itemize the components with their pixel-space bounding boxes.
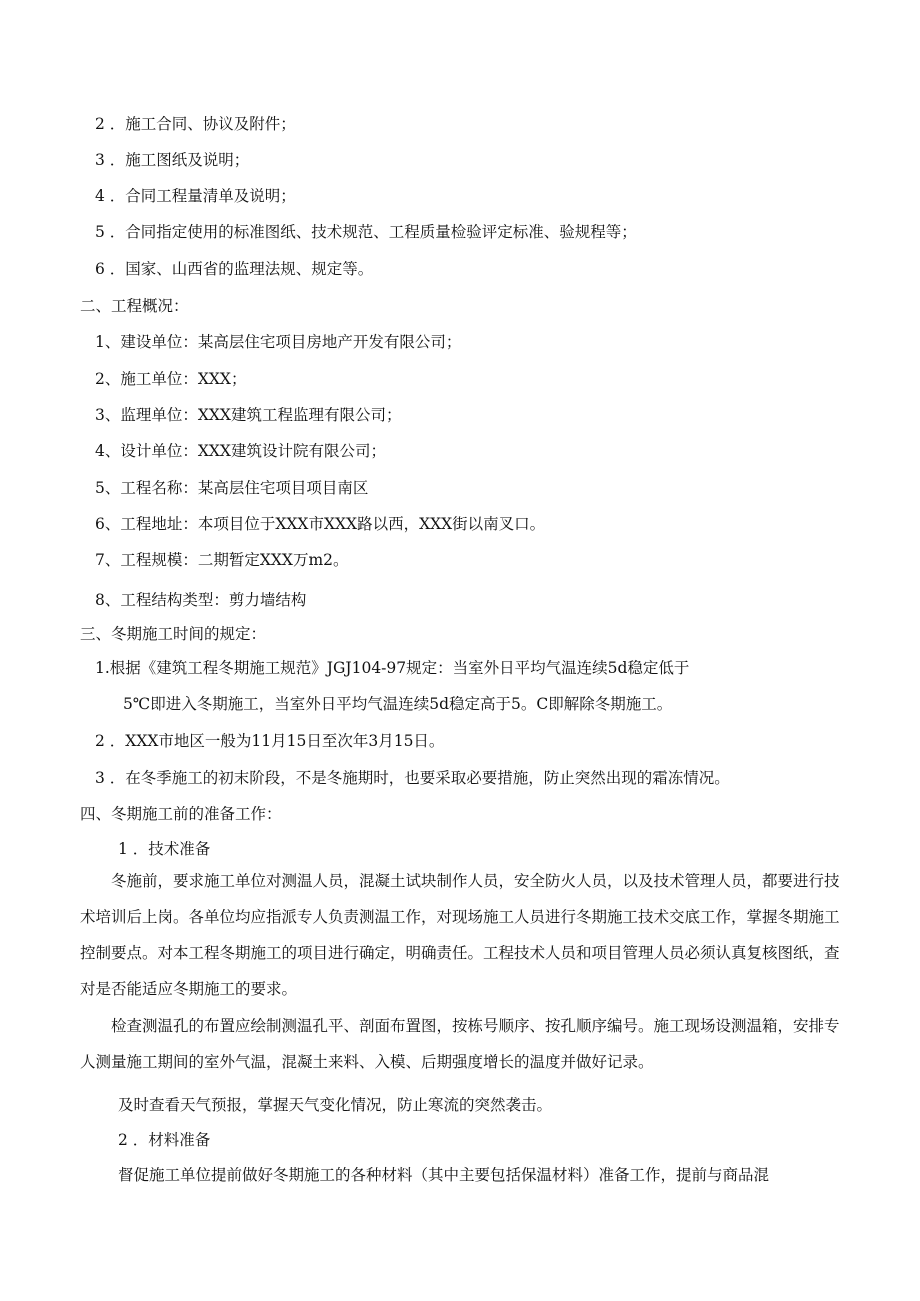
paragraph-text: 检查测温孔的布置应绘制测温孔平、剖面布置图，按栋号顺序、按孔顺序编号。施工现场设测温箱，安排专人测量施工期间的室外气温，混凝土来料、入模、后期强度增长的温度并做好记录。 bbox=[80, 1017, 840, 1071]
basis-item: 2 ．施工合同、协议及附件； bbox=[95, 115, 296, 133]
overview-item: 6、工程地址：本项目位于XXX市XXX路以西，XXX街以南叉口。 bbox=[95, 515, 546, 533]
paragraph-text: 冬施前，要求施工单位对测温人员，混凝土试块制作人员，安全防火人员，以及技术管理人员，都要进行技术培训后上岗。各单位均应指派专人负责测温工作，对现场施工人员进行冬期施工技术交底工作，掌握冬期施工控制要点。对本工程冬期施工的项目进行确定，明确责任。工程技术人员和项目管理人员必须认真复核图纸，查对是否能适应冬期施工的要求。 bbox=[80, 872, 840, 998]
basis-item: 3 ．施工图纸及说明； bbox=[95, 151, 250, 169]
rule-item: 1.根据《建筑工程冬期施工规范》JGJ104-97规定：当室外日平均气温连续5d稳定低于 bbox=[95, 659, 690, 677]
basis-item: 6 ．国家、山西省的监理法规、规定等。 bbox=[95, 260, 374, 278]
overview-item: 3、监理单位：XXX建筑工程监理有限公司； bbox=[95, 406, 402, 424]
paragraph bbox=[80, 1008, 840, 1080]
basis-item: 4 ．合同工程量清单及说明； bbox=[95, 187, 296, 205]
paragraph bbox=[80, 863, 840, 1007]
overview-item: 5、工程名称：某高层住宅项目项目南区 bbox=[95, 479, 369, 497]
overview-item: 2、施工单位：XXX； bbox=[95, 370, 247, 388]
paragraph-text: 督促施工单位提前做好冬期施工的各种材料（其中主要包括保温材料）准备工作，提前与商品混 bbox=[118, 1166, 770, 1184]
section-heading: 四、冬期施工前的准备工作： bbox=[80, 805, 282, 823]
rule-item: 2 ．XXX市地区一般为11月15日至次年3月15日。 bbox=[95, 732, 445, 750]
overview-item: 1、建设单位：某高层住宅项目房地产开发有限公司； bbox=[95, 333, 462, 351]
rule-item-continuation: 5℃即进入冬期施工，当室外日平均气温连续5d稳定高于5。C即解除冬期施工。 bbox=[123, 695, 673, 713]
overview-item: 8、工程结构类型：剪力墙结构 bbox=[95, 591, 307, 609]
subsection-heading: 1 ．技术准备 bbox=[118, 840, 211, 858]
basis-item: 5 ．合同指定使用的标准图纸、技术规范、工程质量检验评定标准、验规程等； bbox=[95, 223, 637, 241]
subsection-heading: 2 ．材料准备 bbox=[118, 1131, 211, 1149]
overview-item: 4、设计单位：XXX建筑设计院有限公司； bbox=[95, 442, 386, 460]
rule-item: 3 ．在冬季施工的初末阶段，不是冬施期时，也要采取必要措施，防止突然出现的霜冻情况。 bbox=[95, 769, 730, 787]
section-heading: 三、冬期施工时间的规定： bbox=[80, 625, 267, 643]
section-heading: 二、工程概况： bbox=[80, 297, 189, 315]
overview-item: 7、工程规模：二期暂定XXX万m2。 bbox=[95, 551, 349, 569]
paragraph-text: 及时查看天气预报，掌握天气变化情况，防止寒流的突然袭击。 bbox=[118, 1096, 553, 1114]
